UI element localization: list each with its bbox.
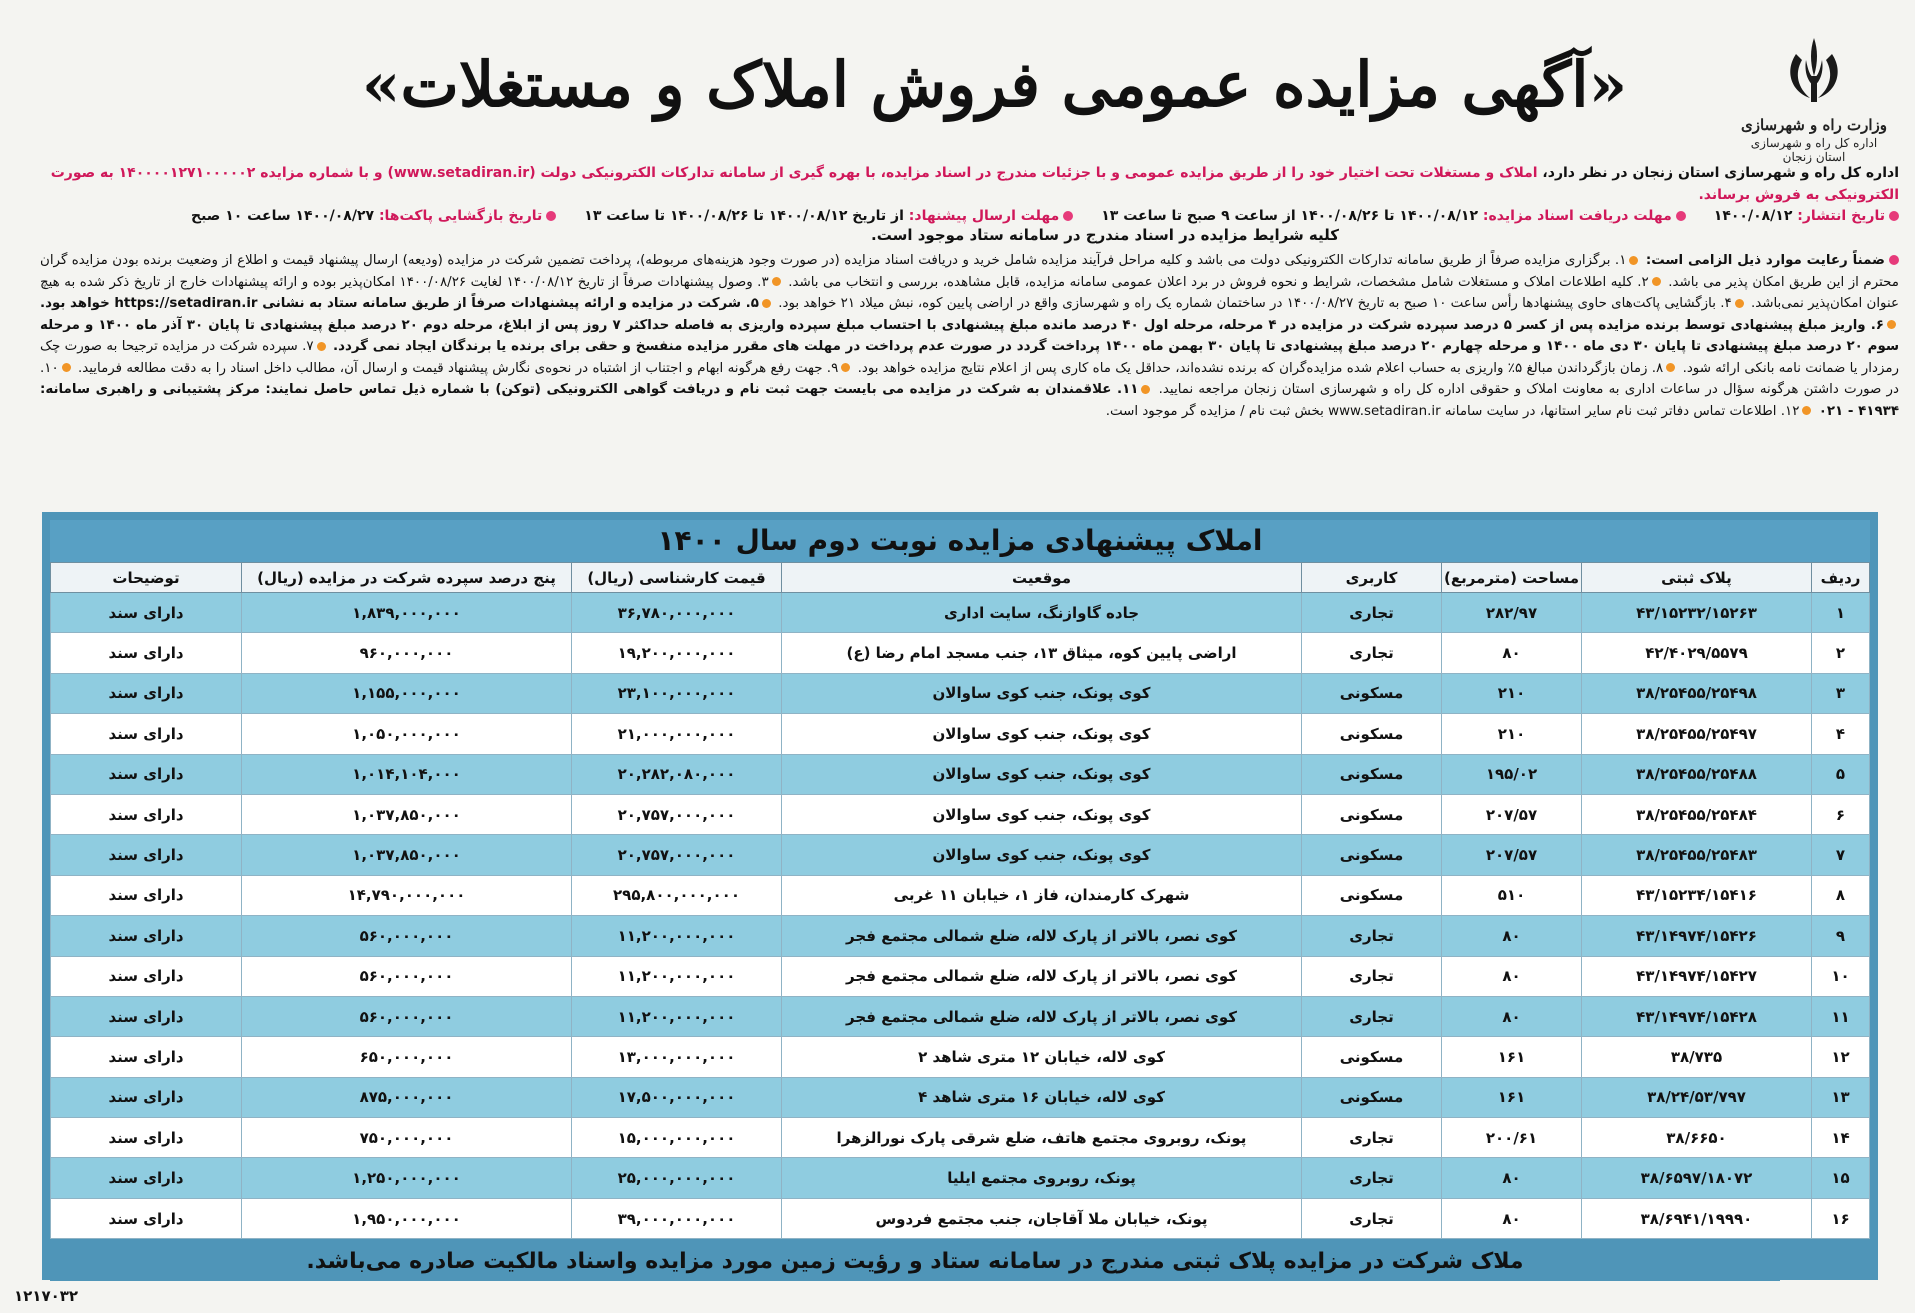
header bbox=[40, 14, 1899, 162]
table-footer-note: ملاک شرکت در مزایده پلاک ثبتی مندرج در سامانه ستاد و رؤیت زمین مورد مزایده واسناد مالکیت صادره می‌باشد. bbox=[50, 1243, 1780, 1281]
cell-deposit: ۱,۰۵۰,۰۰۰,۰۰۰ bbox=[242, 714, 572, 754]
note-11: ۱۱. علاقمندان به شرکت در مزایده می بایست جهت ثبت نام و دریافت گواهی الکترونیکی (توکن) با شماره ذیل تماس حاصل نمایند: مرکز پشتیبانی و راهبری سامانه: ۴۱۹۳۴ - ۰۲۱ bbox=[40, 382, 1899, 419]
cell-notes: دارای سند bbox=[51, 956, 242, 996]
cell-location: کوی نصر، بالاتر از پارک لاله، ضلع شمالی مجتمع فجر bbox=[782, 956, 1302, 996]
cell-deposit: ۱,۰۱۴,۱۰۴,۰۰۰ bbox=[242, 754, 572, 794]
table-row bbox=[51, 794, 1870, 834]
ministry-emblem bbox=[1739, 32, 1889, 164]
cell-area: ۲۸۲/۹۷ bbox=[1442, 593, 1582, 633]
table-row bbox=[51, 714, 1870, 754]
cell-deposit: ۶۵۰,۰۰۰,۰۰۰ bbox=[242, 1037, 572, 1077]
offer-deadline-label: مهلت ارسال پیشنهاد: bbox=[908, 208, 1060, 224]
cell-location: اراضی پایین کوه، میثاق ۱۳، جنب مسجد امام رضا (ع) bbox=[782, 633, 1302, 673]
table-row bbox=[51, 996, 1870, 1036]
cell-plate-number: ۳۸/۲۵۴۵۵/۲۵۴۸۸ bbox=[1582, 754, 1812, 794]
cell-deposit: ۱,۲۵۰,۰۰۰,۰۰۰ bbox=[242, 1158, 572, 1198]
cell-notes: دارای سند bbox=[51, 593, 242, 633]
cell-usage: تجاری bbox=[1302, 956, 1442, 996]
cell-row-number: ۱۴ bbox=[1812, 1118, 1870, 1158]
bullet-icon bbox=[62, 363, 71, 372]
cell-usage: تجاری bbox=[1302, 1118, 1442, 1158]
opening-date-label: تاریخ بازگشایی پاکت‌ها: bbox=[378, 208, 543, 224]
cell-deposit: ۱,۱۵۵,۰۰۰,۰۰۰ bbox=[242, 673, 572, 713]
cell-location: کوی نصر، بالاتر از پارک لاله، ضلع شمالی مجتمع فجر bbox=[782, 916, 1302, 956]
cell-notes: دارای سند bbox=[51, 794, 242, 834]
cell-row-number: ۸ bbox=[1812, 875, 1870, 915]
cell-appraised-price: ۲۵,۰۰۰,۰۰۰,۰۰۰ bbox=[572, 1158, 782, 1198]
requirements-notes bbox=[40, 250, 1899, 422]
cell-plate-number: ۳۸/۲۵۴۵۵/۲۵۴۹۷ bbox=[1582, 714, 1812, 754]
publish-date-value: ۱۴۰۰/۰۸/۱۲ bbox=[1713, 208, 1793, 224]
cell-deposit: ۸۷۵,۰۰۰,۰۰۰ bbox=[242, 1077, 572, 1117]
bullet-icon bbox=[1652, 277, 1661, 286]
col-header-location: موقعیت bbox=[782, 563, 1302, 593]
table-row bbox=[51, 1118, 1870, 1158]
note-3: ۳. وصول پیشنهادات صرفاً از تاریخ ۱۴۰۰/۰۸/۱۲ لغایت ۱۴۰۰/۰۸/۲۶ امکان‌پذیر بوده و ارائه پیشنهادات خارج از تاریخ ذکر شده به هیچ عنوان امکان‌پذیر نمی‌باشد. bbox=[40, 274, 1899, 311]
cell-usage: تجاری bbox=[1302, 1198, 1442, 1238]
cell-notes: دارای سند bbox=[51, 754, 242, 794]
cell-usage: تجاری bbox=[1302, 633, 1442, 673]
col-header-row-number: ردیف bbox=[1812, 563, 1870, 593]
cell-appraised-price: ۱۷,۵۰۰,۰۰۰,۰۰۰ bbox=[572, 1077, 782, 1117]
cell-row-number: ۳ bbox=[1812, 673, 1870, 713]
intro-connector: در نظر دارد، bbox=[1537, 165, 1633, 181]
cell-row-number: ۱۳ bbox=[1812, 1077, 1870, 1117]
note-5: ۵. شرکت در مزایده و ارائه پیشنهادات صرفاً از طریق سامانه ستاد به نشانی https://setadiran.ir خواهد بود. bbox=[40, 296, 759, 311]
bullet-icon bbox=[1666, 363, 1675, 372]
cell-row-number: ۶ bbox=[1812, 794, 1870, 834]
bullet-icon bbox=[1802, 406, 1811, 415]
cell-area: ۸۰ bbox=[1442, 916, 1582, 956]
cell-usage: مسکونی bbox=[1302, 1037, 1442, 1077]
cell-usage: مسکونی bbox=[1302, 794, 1442, 834]
ad-code: ۱۲۱۷۰۳۲ bbox=[14, 1287, 79, 1305]
cell-appraised-price: ۲۰,۲۸۲,۰۸۰,۰۰۰ bbox=[572, 754, 782, 794]
page-title: «آگهی مزایده عمومی فروش املاک و مستغلات» bbox=[361, 48, 1628, 121]
publish-date-label: تاریخ انتشار: bbox=[1797, 208, 1885, 224]
cell-row-number: ۱۶ bbox=[1812, 1198, 1870, 1238]
cell-location: جاده گاوازنگ، سایت اداری bbox=[782, 593, 1302, 633]
cell-appraised-price: ۱۵,۰۰۰,۰۰۰,۰۰۰ bbox=[572, 1118, 782, 1158]
note-10: ۱۰. در صورت داشتن هرگونه سؤال در ساعات اداری به معاونت املاک و حقوقی اداره کل راه و شهرسازی استان زنجان مراجعه نمایید. bbox=[40, 360, 1899, 397]
cell-row-number: ۹ bbox=[1812, 916, 1870, 956]
docs-deadline-label: مهلت دریافت اسناد مزایده: bbox=[1482, 208, 1672, 224]
table-row bbox=[51, 633, 1870, 673]
intro-organization: اداره کل راه و شهرسازی استان زنجان bbox=[1632, 165, 1899, 181]
intro-highlight: املاک و مستغلات تحت اختیار خود را از طریق مزایده عمومی و با جزئیات مندرج در اسناد مزایده، با بهره گیری از سامانه تدارکات الکترونیکی دولت (www.setadiran.ir) و با شماره مزایده ۱۴۰۰۰۰۱۲۷۱۰۰۰۰۰۲ به صورت الکترونیکی به فروش برساند. bbox=[50, 165, 1899, 203]
col-header-appraised-price: قیمت کارشناسی (ریال) bbox=[572, 563, 782, 593]
note-4: ۴. بازگشایی پاکت‌های حاوی پیشنهادها رأس ساعت ۱۰ صبح به تاریخ ۱۴۰۰/۰۸/۲۷ در ساختمان شماره یک راه و شهرسازی واقع در اراضی پایین کوه، نبش میلاد ۲۱ خواهد بود. bbox=[778, 296, 1732, 311]
notes-heading: ضمناً رعایت موارد ذیل الزامی است: bbox=[1645, 253, 1885, 268]
note-9: ۹. جهت رفع هرگونه ابهام و اجتناب از اشتباه در نحوه‌ی نگارش پیشنهاد قیمت و ارسال آن، مطالب داخل اسناد را به دقت مطالعه فرمایید. bbox=[77, 360, 839, 376]
offer-deadline bbox=[584, 208, 1073, 224]
cell-plate-number: ۳۸/۶۶۵۰ bbox=[1582, 1118, 1812, 1158]
table-header-row bbox=[51, 563, 1870, 593]
cell-area: ۸۰ bbox=[1442, 1198, 1582, 1238]
cell-deposit: ۹۶۰,۰۰۰,۰۰۰ bbox=[242, 633, 572, 673]
opening-date-value: ۱۴۰۰/۰۸/۲۷ ساعت ۱۰ صبح bbox=[191, 208, 375, 224]
note-12: ۱۲. اطلاعات تماس دفاتر ثبت نام سایر استانها، در سایت سامانه www.setadiran.ir بخش ثبت نام / مزایده گر موجود است. bbox=[1105, 403, 1800, 419]
cell-notes: دارای سند bbox=[51, 1077, 242, 1117]
table-row bbox=[51, 1077, 1870, 1117]
cell-plate-number: ۴۳/۱۴۹۷۴/۱۵۴۲۸ bbox=[1582, 996, 1812, 1036]
office-name: اداره کل راه و شهرسازی استان زنجان bbox=[1750, 136, 1878, 164]
docs-deadline bbox=[1101, 208, 1686, 224]
cell-appraised-price: ۲۹۵,۸۰۰,۰۰۰,۰۰۰ bbox=[572, 875, 782, 915]
cell-plate-number: ۳۸/۷۳۵ bbox=[1582, 1037, 1812, 1077]
cell-location: کوی پونک، جنب کوی ساوالان bbox=[782, 794, 1302, 834]
bullet-icon bbox=[1629, 256, 1638, 265]
table-row bbox=[51, 1158, 1870, 1198]
table-row bbox=[51, 835, 1870, 875]
cell-appraised-price: ۱۳,۰۰۰,۰۰۰,۰۰۰ bbox=[572, 1037, 782, 1077]
cell-deposit: ۱,۰۳۷,۸۵۰,۰۰۰ bbox=[242, 835, 572, 875]
cell-area: ۸۰ bbox=[1442, 1158, 1582, 1198]
cell-location: پونک، خیابان ملا آقاجان، جنب مجتمع فردوس bbox=[782, 1198, 1302, 1238]
cell-notes: دارای سند bbox=[51, 1158, 242, 1198]
bullet-icon bbox=[1141, 385, 1150, 394]
cell-notes: دارای سند bbox=[51, 996, 242, 1036]
cell-row-number: ۱ bbox=[1812, 593, 1870, 633]
cell-location: شهرک کارمندان، فاز ۱، خیابان ۱۱ غربی bbox=[782, 875, 1302, 915]
cell-location: کوی نصر، بالاتر از پارک لاله، ضلع شمالی مجتمع فجر bbox=[782, 996, 1302, 1036]
table-title: املاک پیشنهادی مزایده نوبت دوم سال ۱۴۰۰ bbox=[50, 520, 1870, 562]
bullet-icon bbox=[1889, 211, 1899, 221]
all-conditions-note: کلیه شرایط مزایده در اسناد مندرج در سامانه ستاد موجود است. bbox=[871, 226, 1339, 244]
cell-usage: مسکونی bbox=[1302, 835, 1442, 875]
properties-table-box bbox=[42, 512, 1878, 1280]
cell-appraised-price: ۳۶,۷۸۰,۰۰۰,۰۰۰ bbox=[572, 593, 782, 633]
cell-appraised-price: ۲۱,۰۰۰,۰۰۰,۰۰۰ bbox=[572, 714, 782, 754]
cell-location: کوی لاله، خیابان ۱۶ متری شاهد ۴ bbox=[782, 1077, 1302, 1117]
cell-area: ۱۶۱ bbox=[1442, 1077, 1582, 1117]
cell-area: ۸۰ bbox=[1442, 996, 1582, 1036]
cell-area: ۱۹۵/۰۲ bbox=[1442, 754, 1582, 794]
cell-deposit: ۱,۰۳۷,۸۵۰,۰۰۰ bbox=[242, 794, 572, 834]
cell-appraised-price: ۳۹,۰۰۰,۰۰۰,۰۰۰ bbox=[572, 1198, 782, 1238]
table-row bbox=[51, 956, 1870, 996]
cell-notes: دارای سند bbox=[51, 1198, 242, 1238]
cell-notes: دارای سند bbox=[51, 835, 242, 875]
cell-plate-number: ۴۳/۱۴۹۷۴/۱۵۴۲۷ bbox=[1582, 956, 1812, 996]
cell-notes: دارای سند bbox=[51, 673, 242, 713]
table-row bbox=[51, 1198, 1870, 1238]
cell-area: ۲۰۷/۵۷ bbox=[1442, 835, 1582, 875]
cell-deposit: ۱,۸۳۹,۰۰۰,۰۰۰ bbox=[242, 593, 572, 633]
cell-area: ۲۰۷/۵۷ bbox=[1442, 794, 1582, 834]
cell-usage: تجاری bbox=[1302, 1158, 1442, 1198]
cell-appraised-price: ۱۹,۲۰۰,۰۰۰,۰۰۰ bbox=[572, 633, 782, 673]
iran-emblem-icon bbox=[1774, 32, 1854, 112]
cell-row-number: ۴ bbox=[1812, 714, 1870, 754]
note-7: ۷. سپرده شرکت در مزایده ترجیحا به صورت چک رمزدار یا ضمانت نامه بانکی ارائه شود. bbox=[40, 339, 1899, 376]
cell-notes: دارای سند bbox=[51, 714, 242, 754]
cell-notes: دارای سند bbox=[51, 633, 242, 673]
table-row bbox=[51, 875, 1870, 915]
cell-location: کوی پونک، جنب کوی ساوالان bbox=[782, 714, 1302, 754]
cell-plate-number: ۳۸/۶۹۴۱/۱۹۹۹۰ bbox=[1582, 1198, 1812, 1238]
cell-row-number: ۱۲ bbox=[1812, 1037, 1870, 1077]
note-6: ۶. واریز مبلغ پیشنهادی توسط برنده مزایده پس از کسر ۵ درصد سپرده شرکت در مزایده در ۴ مرحله، مرحله اول ۴۰ درصد مانده مبلغ پیشنهادی با احتساب مبلغ سپرده واریزی به فاصله حداکثر ۷ روز پس از ابلاغ، مرحله دوم ۲۰ درصد مبلغ پیشنهادی تا پایان ۳۰ آذر ماه ۱۴۰۰ و مرحله سوم ۲۰ درصد مبلغ پیشنهادی تا پایان ۳۰ دی ماه ۱۴۰۰ و مرحله چهارم ۲۰ درصد مبلغ پیشنهادی تا پایان ۳۰ بهمن ماه ۱۴۰۰ پرداخت گردد در صورت عدم پرداخت در مهلت های مقرر مزایده منفسخ و حقی برای برنده یا برندگان ایجاد نمی گردد. bbox=[40, 317, 1900, 354]
bullet-icon bbox=[772, 277, 781, 286]
cell-usage: مسکونی bbox=[1302, 1077, 1442, 1117]
col-header-plate: پلاک ثبتی bbox=[1582, 563, 1812, 593]
cell-plate-number: ۳۸/۲۵۴۵۵/۲۵۴۹۸ bbox=[1582, 673, 1812, 713]
note-2: ۲. کلیه اطلاعات املاک و مستغلات شامل مشخصات، شرایط و نحوه فروش در برد اعلان عمومی سامانه مزایده، قابل مشاهده، بررسی و انتخاب می باشد. bbox=[788, 274, 1649, 290]
cell-notes: دارای سند bbox=[51, 1037, 242, 1077]
cell-row-number: ۲ bbox=[1812, 633, 1870, 673]
cell-row-number: ۱۰ bbox=[1812, 956, 1870, 996]
dates-row bbox=[40, 208, 1899, 224]
note-8: ۸. زمان بازگرداندن مبالغ ۵٪ واریزی به حساب اعلام شده مزایده‌گران که برنده نشده‌اند، حداقل یک ماه کاری پس از اعلام نتایج مزایده خواهد بود. bbox=[857, 360, 1664, 376]
cell-appraised-price: ۱۱,۲۰۰,۰۰۰,۰۰۰ bbox=[572, 996, 782, 1036]
opening-date bbox=[191, 208, 556, 224]
cell-deposit: ۱۴,۷۹۰,۰۰۰,۰۰۰ bbox=[242, 875, 572, 915]
cell-location: کوی پونک، جنب کوی ساوالان bbox=[782, 754, 1302, 794]
cell-plate-number: ۳۸/۲۵۴۵۵/۲۵۴۸۳ bbox=[1582, 835, 1812, 875]
cell-location: کوی لاله، خیابان ۱۲ متری شاهد ۲ bbox=[782, 1037, 1302, 1077]
cell-area: ۲۰۰/۶۱ bbox=[1442, 1118, 1582, 1158]
cell-usage: مسکونی bbox=[1302, 714, 1442, 754]
cell-deposit: ۷۵۰,۰۰۰,۰۰۰ bbox=[242, 1118, 572, 1158]
cell-appraised-price: ۲۳,۱۰۰,۰۰۰,۰۰۰ bbox=[572, 673, 782, 713]
bullet-icon bbox=[1676, 211, 1686, 221]
offer-deadline-value: از تاریخ ۱۴۰۰/۰۸/۱۲ تا ۱۴۰۰/۰۸/۲۶ تا ساعت ۱۳ bbox=[584, 208, 904, 224]
cell-usage: تجاری bbox=[1302, 996, 1442, 1036]
cell-location: پونک، روبروی مجتمع هاتف، ضلع شرقی پارک نورالزهرا bbox=[782, 1118, 1302, 1158]
bullet-icon bbox=[1889, 255, 1899, 265]
cell-deposit: ۵۶۰,۰۰۰,۰۰۰ bbox=[242, 956, 572, 996]
cell-plate-number: ۴۲/۴۰۲۹/۵۵۷۹ bbox=[1582, 633, 1812, 673]
cell-location: کوی پونک، جنب کوی ساوالان bbox=[782, 835, 1302, 875]
bullet-icon bbox=[1063, 211, 1073, 221]
cell-area: ۲۱۰ bbox=[1442, 714, 1582, 754]
note-1: ۱. برگزاری مزایده صرفاً از طریق سامانه تدارکات الکترونیکی دولت می باشد و کلیه مراحل فرآیند مزایده شامل خرید و دریافت اسناد مزایده (در صورت وجود هزینه‌های مربوطه)، پرداخت تضمین شرکت در مزایده (ودیعه) ارسال پیشنهاد قیمت و اطلاع از وضعیت برنده بودن مزایده گران محترم از این طریق امکان پذیر می باشد. bbox=[40, 253, 1899, 290]
cell-plate-number: ۴۳/۱۵۲۳۲/۱۵۲۶۳ bbox=[1582, 593, 1812, 633]
cell-appraised-price: ۲۰,۷۵۷,۰۰۰,۰۰۰ bbox=[572, 794, 782, 834]
bullet-icon bbox=[317, 342, 326, 351]
bullet-icon bbox=[1887, 320, 1896, 329]
cell-row-number: ۷ bbox=[1812, 835, 1870, 875]
cell-area: ۱۶۱ bbox=[1442, 1037, 1582, 1077]
col-header-usage: کاربری bbox=[1302, 563, 1442, 593]
cell-deposit: ۵۶۰,۰۰۰,۰۰۰ bbox=[242, 996, 572, 1036]
cell-area: ۲۱۰ bbox=[1442, 673, 1582, 713]
bullet-icon bbox=[1735, 299, 1744, 308]
col-header-deposit: پنج درصد سپرده شرکت در مزایده (ریال) bbox=[242, 563, 572, 593]
cell-deposit: ۵۶۰,۰۰۰,۰۰۰ bbox=[242, 916, 572, 956]
cell-row-number: ۵ bbox=[1812, 754, 1870, 794]
table-row bbox=[51, 593, 1870, 633]
table-row bbox=[51, 916, 1870, 956]
cell-plate-number: ۳۸/۲۴/۵۳/۷۹۷ bbox=[1582, 1077, 1812, 1117]
cell-plate-number: ۳۸/۲۵۴۵۵/۲۵۴۸۴ bbox=[1582, 794, 1812, 834]
cell-appraised-price: ۱۱,۲۰۰,۰۰۰,۰۰۰ bbox=[572, 916, 782, 956]
cell-notes: دارای سند bbox=[51, 875, 242, 915]
cell-row-number: ۱۵ bbox=[1812, 1158, 1870, 1198]
col-header-area: مساحت (مترمربع) bbox=[1442, 563, 1582, 593]
bullet-icon bbox=[546, 211, 556, 221]
cell-area: ۸۰ bbox=[1442, 956, 1582, 996]
cell-deposit: ۱,۹۵۰,۰۰۰,۰۰۰ bbox=[242, 1198, 572, 1238]
table-row bbox=[51, 1037, 1870, 1077]
cell-notes: دارای سند bbox=[51, 1118, 242, 1158]
cell-location: پونک، روبروی مجتمع ایلیا bbox=[782, 1158, 1302, 1198]
intro-paragraph bbox=[40, 162, 1899, 206]
cell-row-number: ۱۱ bbox=[1812, 996, 1870, 1036]
cell-appraised-price: ۲۰,۷۵۷,۰۰۰,۰۰۰ bbox=[572, 835, 782, 875]
bullet-icon bbox=[841, 363, 850, 372]
cell-plate-number: ۳۸/۶۵۹۷/۱۸۰۷۲ bbox=[1582, 1158, 1812, 1198]
cell-notes: دارای سند bbox=[51, 916, 242, 956]
publish-date bbox=[1714, 208, 1899, 224]
cell-plate-number: ۴۳/۱۴۹۷۴/۱۵۴۲۶ bbox=[1582, 916, 1812, 956]
cell-area: ۵۱۰ bbox=[1442, 875, 1582, 915]
cell-usage: مسکونی bbox=[1302, 673, 1442, 713]
docs-deadline-value: ۱۴۰۰/۰۸/۱۲ تا ۱۴۰۰/۰۸/۲۶ از ساعت ۹ صبح تا ساعت ۱۳ bbox=[1101, 208, 1478, 224]
cell-usage: تجاری bbox=[1302, 593, 1442, 633]
table-row bbox=[51, 754, 1870, 794]
properties-table bbox=[50, 562, 1870, 1239]
cell-area: ۸۰ bbox=[1442, 633, 1582, 673]
cell-location: کوی پونک، جنب کوی ساوالان bbox=[782, 673, 1302, 713]
cell-usage: مسکونی bbox=[1302, 875, 1442, 915]
cell-usage: تجاری bbox=[1302, 916, 1442, 956]
cell-usage: مسکونی bbox=[1302, 754, 1442, 794]
cell-plate-number: ۴۳/۱۵۲۳۴/۱۵۴۱۶ bbox=[1582, 875, 1812, 915]
ministry-name: وزارت راه و شهرسازی bbox=[1740, 116, 1888, 134]
table-row bbox=[51, 673, 1870, 713]
col-header-notes: توضیحات bbox=[51, 563, 242, 593]
cell-appraised-price: ۱۱,۲۰۰,۰۰۰,۰۰۰ bbox=[572, 956, 782, 996]
bullet-icon bbox=[762, 299, 771, 308]
